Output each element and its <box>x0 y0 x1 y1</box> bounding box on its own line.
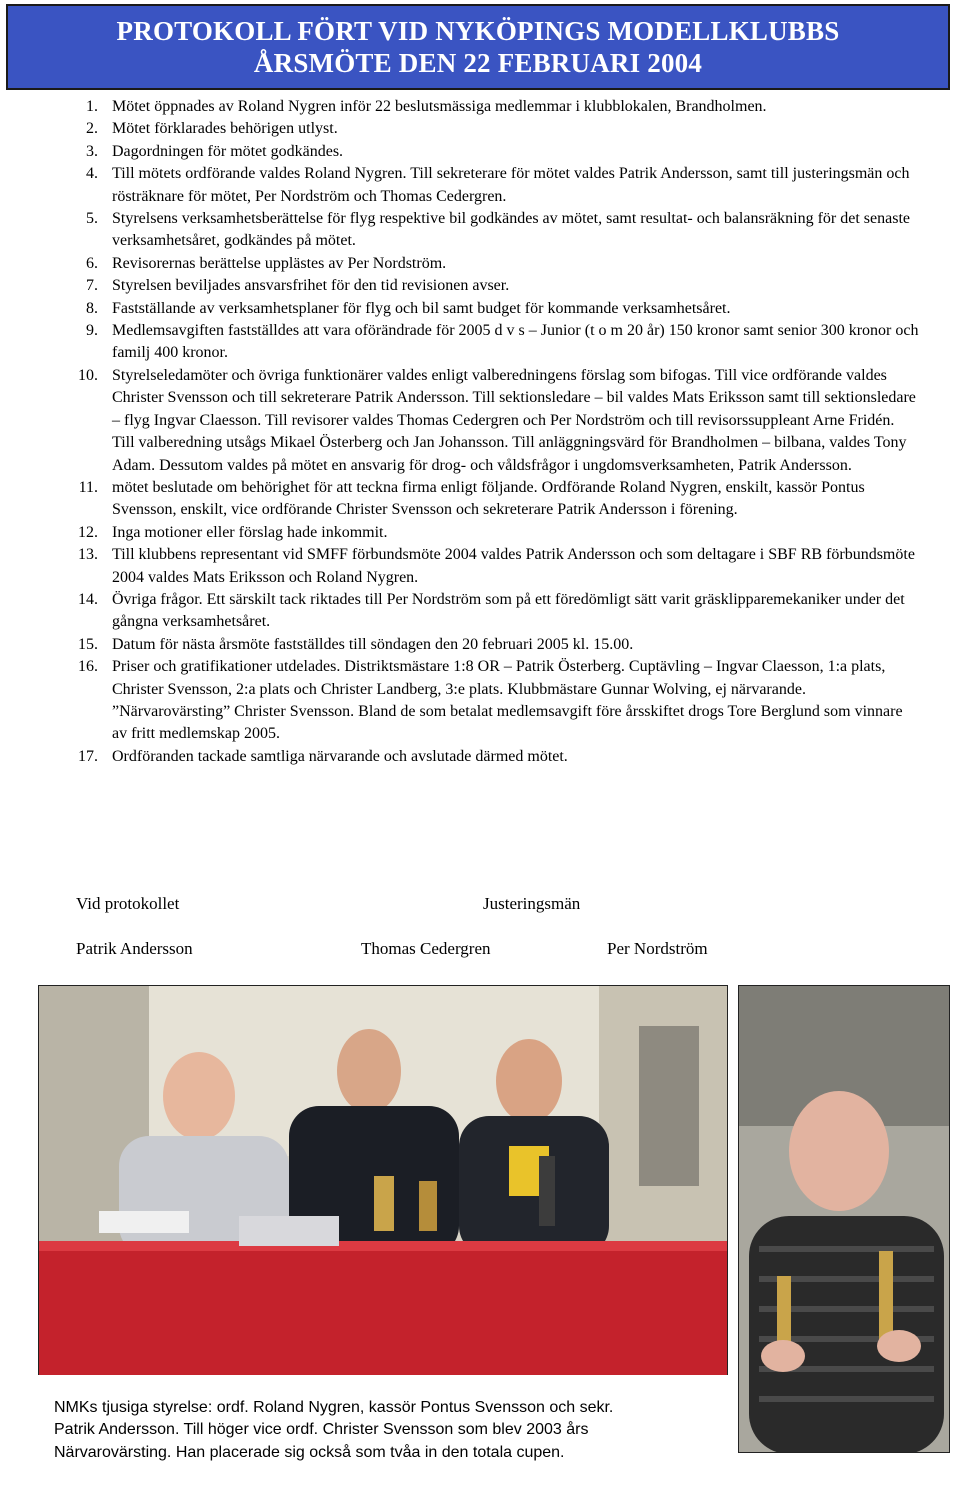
item-number: 10. <box>78 366 98 384</box>
item-text: Mötet förklarades behörigen utlyst. <box>112 120 338 138</box>
list-item <box>0 589 960 634</box>
board-meeting-illustration <box>39 986 728 1378</box>
item-number: 5. <box>86 210 98 228</box>
item-text: Datum för nästa årsmöte fastställdes till söndagen den 20 februari 2005 kl. 15.00. <box>112 635 634 653</box>
vice-chairman-photo <box>738 985 950 1453</box>
photo-caption: NMKs tjusiga styrelse: ordf. Roland Nygren, kassör Pontus Svensson och sekr. Patrik Andersson. Till höger vice ordf. Christer Svensson som blev 2003 års Närvarovärsting. Han placerade sig också som tvåa in den totala cupen. <box>54 1399 614 1461</box>
photo-caption-box <box>38 1375 728 1488</box>
list-item <box>0 365 960 477</box>
signature-name-adjuster-1: Thomas Cedergren <box>361 939 491 958</box>
list-item <box>0 208 960 253</box>
item-number: 1. <box>86 98 98 115</box>
item-number: 13. <box>78 546 98 564</box>
item-number: 4. <box>86 165 98 183</box>
list-item <box>0 96 960 118</box>
vice-chairman-illustration <box>739 986 950 1453</box>
item-text: Till mötets ordförande valdes Roland Nygren. Till sekreterare för mötet valdes Patrik Andersson, samt till justeringsmän och rösträknare för mötet, Per Nordström och Thomas Cedergren. <box>112 165 910 205</box>
item-number: 15. <box>78 635 98 653</box>
item-number: 3. <box>86 142 98 160</box>
item-number: 12. <box>78 523 98 541</box>
signature-name-adjuster-2: Per Nordström <box>607 939 708 958</box>
list-item <box>0 544 960 589</box>
item-number: 14. <box>78 590 98 608</box>
item-number: 8. <box>86 299 98 317</box>
list-item <box>0 656 960 746</box>
item-text: Dagordningen för mötet godkändes. <box>112 142 344 160</box>
item-number: 9. <box>86 322 98 340</box>
minutes-list <box>0 96 960 768</box>
item-text: Styrelseledamöter och övriga funktionärer valdes enligt valberedningens förslag som bifogas. Till vice ordförande valdes Christer Svensson och till sekreterare Patrik Andersson. Till sektionsledare – bil valdes Mats Eriksson samt till sektionsledare – flyg Ingvar Claesson. Till revisorer valdes Thomas Cedergren och Per Nordström och till revisorssuppleant Arne Fridén. Till valberedning utsågs Mikael Österberg och Jan Johansson. Till anläggningsvärd för Brandholmen – bilbana, valdes Tony Adam. Dessutom valdes på mötet en ansvarig för drog- och våldsfrågor i ungdomsverksamheten, Patrik Andersson. <box>112 366 916 474</box>
list-item <box>0 298 960 320</box>
item-number: 16. <box>78 658 98 676</box>
item-text: Fastställande av verksamhetsplaner för flyg och bil samt budget för kommande verksamhetsåret. <box>112 299 731 317</box>
title-banner <box>6 4 950 90</box>
protocol-label: Vid protokollet <box>76 894 180 913</box>
item-text: Till klubbens representant vid SMFF förbundsmöte 2004 valdes Patrik Andersson och som deltagare i SBF RB förbundsmöte 2004 valdes Mats Eriksson och Roland Nygren. <box>112 546 915 586</box>
item-number: 17. <box>78 747 98 765</box>
item-text: Ordföranden tackade samtliga närvarande och avslutade därmed mötet. <box>112 747 568 765</box>
list-item <box>0 746 960 768</box>
item-number: 7. <box>86 277 98 295</box>
title-line-2: ÅRSMÖTE DEN 22 FEBRUARI 2004 <box>253 48 703 78</box>
item-number: 2. <box>86 120 98 138</box>
board-meeting-photo <box>38 985 728 1378</box>
list-item <box>0 634 960 656</box>
title-line-1: PROTOKOLL FÖRT VID NYKÖPINGS MODELLKLUBBS <box>116 16 840 46</box>
list-item <box>0 477 960 522</box>
list-item <box>0 253 960 275</box>
list-item <box>0 320 960 365</box>
list-item <box>0 275 960 297</box>
item-text: Priser och gratifikationer utdelades. Distriktsmästare 1:8 OR – Patrik Österberg. Cuptävling – Ingvar Claesson, 1:a plats, Christer Svensson, 2:a plats och Christer Landberg, 3:e plats. Klubbmästare Gunnar Wolving, ej närvarande. ”Närvarovärsting” Christer Svensson. Bland de som betalat medlemsavgift före årsskiftet drogs Tore Berglund som vinnare av fritt medlemskap 2005. <box>112 658 903 743</box>
list-item <box>0 141 960 163</box>
item-text: Styrelsens verksamhetsberättelse för flyg respektive bil godkändes av mötet, samt resultat- och balansräkning för det senaste verksamhetsåret, godkändes på mötet. <box>112 210 910 250</box>
item-text: Mötet öppnades av Roland Nygren inför 22 beslutsmässiga medlemmar i klubblokalen, Brandholmen. <box>112 98 767 115</box>
signature-name-secretary: Patrik Andersson <box>76 939 193 958</box>
list-item <box>0 522 960 544</box>
item-text: Inga motioner eller förslag hade inkommit. <box>112 523 388 541</box>
item-text: Övriga frågor. Ett särskilt tack riktades till Per Nordström som på ett föredömligt sätt varit gräsklipparemekaniker under det gångna verksamhetsåret. <box>112 590 905 631</box>
adjusters-label: Justeringsmän <box>483 894 581 913</box>
list-item <box>0 118 960 140</box>
list-item <box>0 163 960 208</box>
item-text: Styrelsen beviljades ansvarsfrihet för den tid revisionen avser. <box>112 277 510 295</box>
item-text: Revisorernas berättelse upplästes av Per Nordström. <box>112 254 447 272</box>
item-number: 11. <box>78 478 98 496</box>
item-text: mötet beslutade om behörighet för att teckna firma enligt följande. Ordförande Roland Nygren, enskilt, kassör Pontus Svensson, enskilt, vice ordförande Christer Svensson och sekreterare Patrik Andersson i förening. <box>112 478 865 519</box>
item-number: 6. <box>86 254 98 272</box>
item-text: Medlemsavgiften fastställdes att vara oförändrade för 2005 d v s – Junior (t o m 20 år) 150 kronor samt senior 300 kronor och familj 400 kronor. <box>112 322 919 362</box>
